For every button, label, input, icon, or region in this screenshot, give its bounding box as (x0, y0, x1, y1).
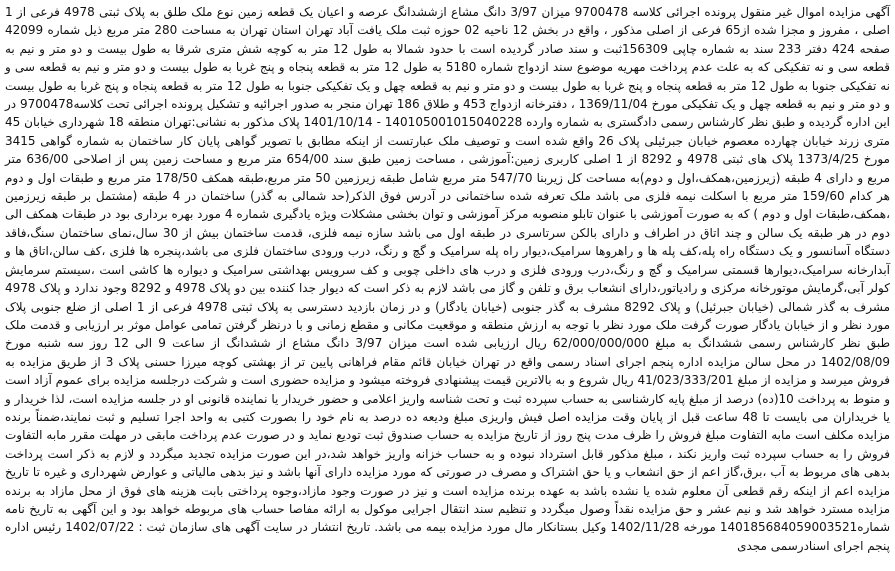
auction-notice-text: آگهی مزایده اموال غیر منقول پرونده اجرائی کلاسه 9700478 میزان 3/97 دانگ مشاع ازششدانگ عرصه و اعیان یک قطعه زمین نوع ملک طلق به پلاک ثبتی 4978 فرعی از 1 اصلی ، مفروز و مجزا شده از65 فرعی از اصلی مذکور ، واقع در بخش 12 ناحیه 02 حوزه ثبت ملک یافت آباد تهران استان تهران به مساحت 280 متر مربع ذیل شماره 42099 صفحه 424 دفتر 233 سند به شماره چاپی 156309ثبت و سند صادر گردیده است با حدود شمالا به طول 12 متر به کوچه شش متری شرقا به طول بیست و دو متر و نیم به قطعه سی و نه تفکیکی که به علت عدم پرداخت مهریه موضوع سند ازدواج شماره 5180 به طول 12 متر به قطعه پنجاه و پنج غربا به طول بیست و دو متر و نیم به قطعه سی و نه تفکیکی جنوبا به طول 12 متر به قطعه پنجاه و پنج غربا به طول بیست و دو متر و نیم به قطعه چهل و یک تفکیکی جنوبا به طول 12 متر به قطعه پنجاه و پنج غربا به طول بیست و دو متر و نیم به قطعه چهل و یک تفکیکی مورخ 1369/11/04 ، دفترخانه ازدواج 453 و طلاق 186 تهران منجر به صدور اجرائیه و تشکیل پرونده اجرائی تحت کلاسه9700478 در این اداره گردیده و طبق نظر کارشناس رسمی دادگستری به شماره وارده 140105001015040228 - 1401/10/14 پلاک مذکور به نشانی:تهران منطقه 18 شهرداری خیابان 45 متری زرند خیابان چهارده معصوم خیابان جبرئیلی پلاک 26 واقع شده است و توصیف ملک عبارتست از اینکه مطابق با تصویر گواهی پایان کار ساختمان به شماره گواهی 3415 مورخ 1373/4/25 پلاک های ثبتی 4978 و 8292 از 1 اصلی کاربری زمین:آموزشی ، مساحت زمین طبق سند 654/00 متر مربع و مساحت زمین پس از اصلاحی 636/00 متر مربع و دارای 4 طبقه (زیرزمین،همکف،اول و دوم)به مساحت کل زیربنا 547/70 متر مربع شامل طبقه زیرزمین 50 متر مربع،طبقه همکف 178/50 متر مربع و طبقات اول و دوم هر کدام 159/60 متر مربع با اسکلت نیمه فلزی می باشد ملک تعرفه شده ساختمانی در آدرس فوق الذکر(حد شمالی به گذر) ساختمان در 4 طبقه (مشتمل بر طبقه زیرزمین ،همکف،طبقات اول و دوم ) که به صورت آموزشی با عنوان تابلو منصوبه مرکز آموزشی و توان بخشی مشکلات ویژه یادگیری شماره 4 مورد بهره برداری بود در طبقات همکف الی دوم در هر طبقه یک سالن و چند اتاق در اطراف و دارای بالکن سرتاسری در طبقه اول می باشد سازه نیمه فلزی، قدمت ساختمان بیش از 30 سال،نمای ساختمان سنگ،فاقد دستگاه آسانسور و یک دستگاه راه پله،کف پله ها و راهروها سرامیک،دیوار راه پله سرامیک و گچ و رنگ، درب ورودی ساختمان فلزی می باشد،پنجره ها فلزی ،کف سالن،اتاق ها و آبدارخانه سرامیک،دیوارها قسمتی سرامیک و گچ و رنگ،درب ورودی فلزی و درب های داخلی چوبی و کف سرویس بهداشتی سرامیک و دیواره ها کاشی است ،سیستم سرمایش کولر آبی،گرمایش موتورخانه مرکزی و رادیاتور،دارای انشعاب برق و تلفن و گاز می باشد لازم به ذکر است که دیوار جدا کننده بین دو پلاک 4978 و 8292 وجود ندارد و پلاک 4978 مشرف به گذر شمالی (خیابان جبرئیل) و پلاک 8292 مشرف به گذر جنوبی (خیابان یادگار) و در زمان بازدید دسترسی به پلاک ثبتی 4978 فرعی از 1 اصلی از ضلع جنوبی پلاک مورد نظر و از خیابان یادگار صورت گرفت ملک مورد نظر با توجه به ارزش منطقه و موقعیت مکانی و مقطع زمانی و با درنظر گرفتن تمامی عوامل موثر بر ارزیابی و قدمت ملک طبق نظر کارشناس رسمی ششدانگ به مبلغ 62/000/000/000 ریال ارزیابی شده است میزان 3/97 دانگ مشاع از ششدانگ از ساعت 9 الی 12 روز سه شنبه مورخ 1402/08/09 در محل سالن مزایده اداره پنجم اجرای اسناد رسمی واقع در تهران خیابان قائم مقام فراهانی پایین تر از بهشتی کوچه میرزا حسنی پلاک 3 از طریق مزایده به فروش میرسد و مزایده از مبلغ 41/023/333/201 ریال شروع و به بالاترین قیمت پیشنهادی فروخته میشود و مزایده حضوری است و شرکت درجلسه مزایده برای عموم آزاد است و منوط به پرداخت 10(ده) درصد از مبلغ پایه کارشناسی به حساب سپرده ثبت و تحت شناسه واریز اعلامی و حضور خریدار یا نماینده قانونی او در جلسه مزایده است، لذا خریدار و یا خریداران می بایست تا 48 ساعت قبل از پایان وقت مزایده اصل فیش واریزی مبلغ ودیعه ده درصد به نام خود را بصورت کتبی به واحد اجرا تسلیم و ثبت نمایند،ضمناً برنده مزایده مکلف است مابه التفاوت مبلغ فروش را ظرف مدت پنج روز از تاریخ مزایده به حساب صندوق ثبت تودیع نماید و در صورت عدم پرداخت مابقی در مهلت مقرر مابه التفاوت فروش را به حساب سپرده ثبت واریز نکند ، مبلغ مذکور قابل استرداد نبوده و به حساب خزانه واریز خواهد شد،در این صورت مزایده تجدید میگردد و لازم به ذکر است پرداخت بدهی های مربوط به آب ،برق،گاز اعم از حق انشعاب و یا حق اشتراک و مصرف در صورتی که مورد مزایده دارای آنها باشد و نیز بدهی مالیاتی و عوارض شهرداری و غیره تا تاریخ مزایده اعم از اینکه رقم قطعی آن معلوم شده یا نشده باشد به عهده برنده مزایده است و نیز در صورت وجود مازاد،وجوه پرداختی بابت هزینه های فوق از محل مازاد به برنده مزایده مسترد خواهد شد و نیم عشر و حق مزایده نقداً وصول میگردد و تنظیم سند انتقال اجرایی موکول به ارائه مفاصا حساب های مربوطه خواهد بود و این آگهی به تاریخ نامه شماره140185684059003521 مورخه 1402/11/28 وکیل بستانکار مال مورد مزایده بیمه می باشد. تاریخ انتشار در سایت آگهی های سازمان ثبت : 1402/07/22 رئیس اداره پنجم اجرای اسنادرسمی مجدی (5, 5, 891, 553)
